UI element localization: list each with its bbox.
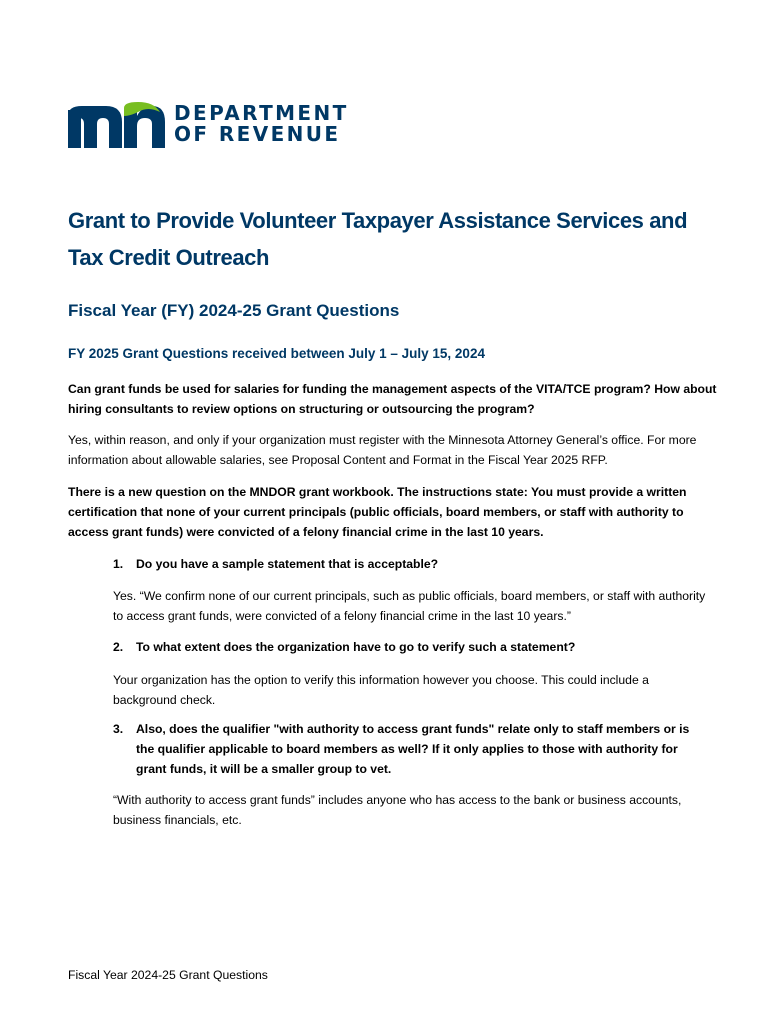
question-certification-intro: There is a new question on the MNDOR grant workbook. The instructions state: You must provide a written certification that none of your current principals (public officials, board members, or staff with authority to access grant funds) were convicted of a felony financial crime in the last 10 years. bbox=[68, 485, 687, 539]
page-footer: Fiscal Year 2024-25 Grant Questions bbox=[68, 968, 268, 982]
logo-line-1: DEPARTMENT bbox=[174, 101, 349, 125]
document-title: Grant to Provide Volunteer Taxpayer Assistance Services and Tax Credit Outreach bbox=[68, 208, 688, 270]
sub-question-number: 1. bbox=[113, 557, 124, 571]
sub-question-text: To what extent does the organization have to go to verify such a statement? bbox=[136, 640, 576, 654]
mn-department-of-revenue-logo bbox=[68, 101, 349, 152]
answer-salaries: Yes, within reason, and only if your organization must register with the Minnesota Attorney General’s office. For more information about allowable salaries, see Proposal Content and Format in the Fiscal Year 2025 RFP. bbox=[68, 433, 697, 467]
sub-answer-1: Yes. “We confirm none of our current principals, such as public officials, board members, or staff with authority to access grant funds, were convicted of a felony financial crime in the last 10 years.” bbox=[113, 589, 706, 623]
section-heading: FY 2025 Grant Questions received between July 1 – July 15, 2024 bbox=[68, 346, 485, 361]
document-subtitle: Fiscal Year (FY) 2024-25 Grant Questions bbox=[68, 301, 400, 320]
logo-wordmark bbox=[174, 103, 349, 145]
mn-logo-icon bbox=[68, 102, 168, 148]
sub-answer-2: Your organization has the option to verify this information however you choose. This could include a background check. bbox=[113, 673, 649, 707]
sub-question-number: 2. bbox=[113, 640, 124, 654]
question-salaries: Can grant funds be used for salaries for funding the management aspects of the VITA/TCE program? How about hiring consultants to review options on structuring or outsourcing the program? bbox=[68, 382, 717, 416]
sub-answer-3: “With authority to access grant funds” includes anyone who has access to the bank or business accounts, business financials, etc. bbox=[113, 793, 682, 827]
sub-question-number: 3. bbox=[113, 722, 124, 736]
sub-question-text: Also, does the qualifier "with authority to access grant funds" relate only to staff members or is the qualifier applicable to board members as well? If it only applies to those with authority for grant funds, it will be a smaller group to vet. bbox=[136, 722, 690, 776]
logo-line-2: OF REVENUE bbox=[174, 122, 341, 146]
sub-question-text: Do you have a sample statement that is acceptable? bbox=[136, 557, 439, 571]
